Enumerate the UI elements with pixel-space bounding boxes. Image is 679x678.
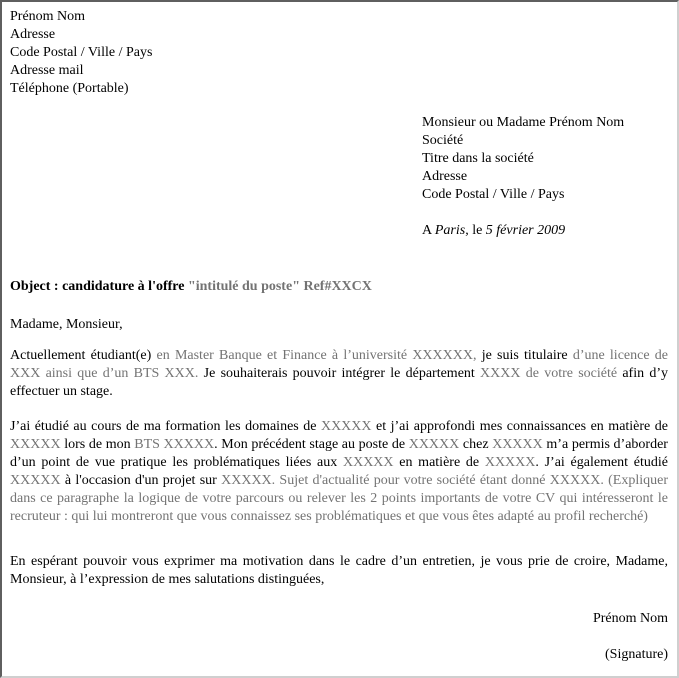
letter-text: A	[422, 223, 435, 238]
recipient-address-block	[422, 114, 668, 204]
letter-text: Paris	[434, 223, 466, 238]
paragraph-closing: En espérant pouvoir vous exprimer ma motivation dans le cadre d’un entretien, je vous prie de croire, Madame, Monsieur, à l’expression de mes salutations distinguées,	[10, 554, 668, 587]
placeholder-text: d’une licence de XXX ainsi que d’un BTS XXX.	[10, 348, 668, 381]
address-line: Société	[422, 133, 464, 148]
letter-text: en matière de	[393, 455, 485, 470]
placeholder-text: en Master Banque et Finance à l’université XXXXXX,	[151, 348, 477, 363]
address-line: Adresse	[422, 169, 468, 184]
address-line: Prénom Nom	[10, 9, 86, 24]
placeholder-text: XXXXX	[10, 437, 61, 452]
placeholder-text: BTS XXXXX	[134, 437, 215, 452]
address-line: Adresse mail	[10, 63, 84, 78]
salutation: Madame, Monsieur,	[10, 317, 123, 332]
letter-text: à l'occasion d'un projet sur	[60, 473, 222, 488]
letter-text: Object : candidature à l'offre	[10, 279, 188, 294]
address-line: Monsieur ou Madame Prénom Nom	[422, 115, 625, 130]
placeholder-text: "intitulé du poste" Ref#XXCX	[187, 279, 372, 294]
signature-placeholder: (Signature)	[605, 647, 668, 662]
placeholder-text: XXXXX	[320, 419, 372, 434]
address-line: Téléphone (Portable)	[10, 81, 129, 96]
placeholder-text: XXXXX	[10, 473, 61, 488]
letter-text: afin d’y effectuer un stage.	[10, 366, 669, 399]
placeholder-text: XXXXX	[342, 455, 394, 470]
letter-text: m’a permis d’aborder d’un point de vue pratique les problématiques liées aux	[10, 437, 668, 470]
letter-text: Actuellement étudiant(e)	[10, 348, 152, 363]
subject-line	[10, 278, 668, 296]
letter-text: . Mon précédent stage au poste de	[214, 437, 409, 452]
address-line: Code Postal / Ville / Pays	[10, 45, 153, 60]
paragraph-introduction	[10, 347, 668, 401]
address-line: Adresse	[10, 27, 56, 42]
placeholder-text: XXXXX. Sujet d'actualité pour votre société étant donné XXXXX. (Expliquer dans ce paragraphe la logique de votre parcours ou relever les 2 points importants de votre CV qui intéresseront le recruteur : qui lui montreront que vous connaissez ses problématiques et que vous êtes adapté au profil recherché)	[10, 473, 668, 524]
placeholder-text: XXXXX	[492, 437, 543, 452]
placeholder-text: XXXXX	[484, 455, 536, 470]
placeholder-text: XXXXX	[408, 437, 460, 452]
letter-text: je suis titulaire	[476, 348, 568, 363]
letter-text: J’ai étudié au cours de ma formation les domaines de	[10, 419, 321, 434]
letter-text: . J’ai également étudié	[535, 455, 668, 470]
letter-text: et j’ai approfondi mes connaissances en matière de	[371, 419, 668, 434]
address-line: Code Postal / Ville / Pays	[422, 187, 565, 202]
paragraph-experience	[10, 418, 668, 526]
letter-text: Je souhaiterais pouvoir intégrer le département	[198, 366, 475, 381]
date-line	[422, 222, 668, 240]
letter-text: , le	[465, 223, 486, 238]
sender-address-block	[10, 8, 668, 98]
signature-name: Prénom Nom	[592, 611, 668, 626]
placeholder-text: XXXX de votre société	[474, 366, 618, 381]
address-line: Titre dans la société	[422, 151, 534, 166]
letter-text: lors de mon	[60, 437, 135, 452]
letter-text: 5 février 2009	[485, 223, 566, 238]
letter-text: chez	[459, 437, 493, 452]
